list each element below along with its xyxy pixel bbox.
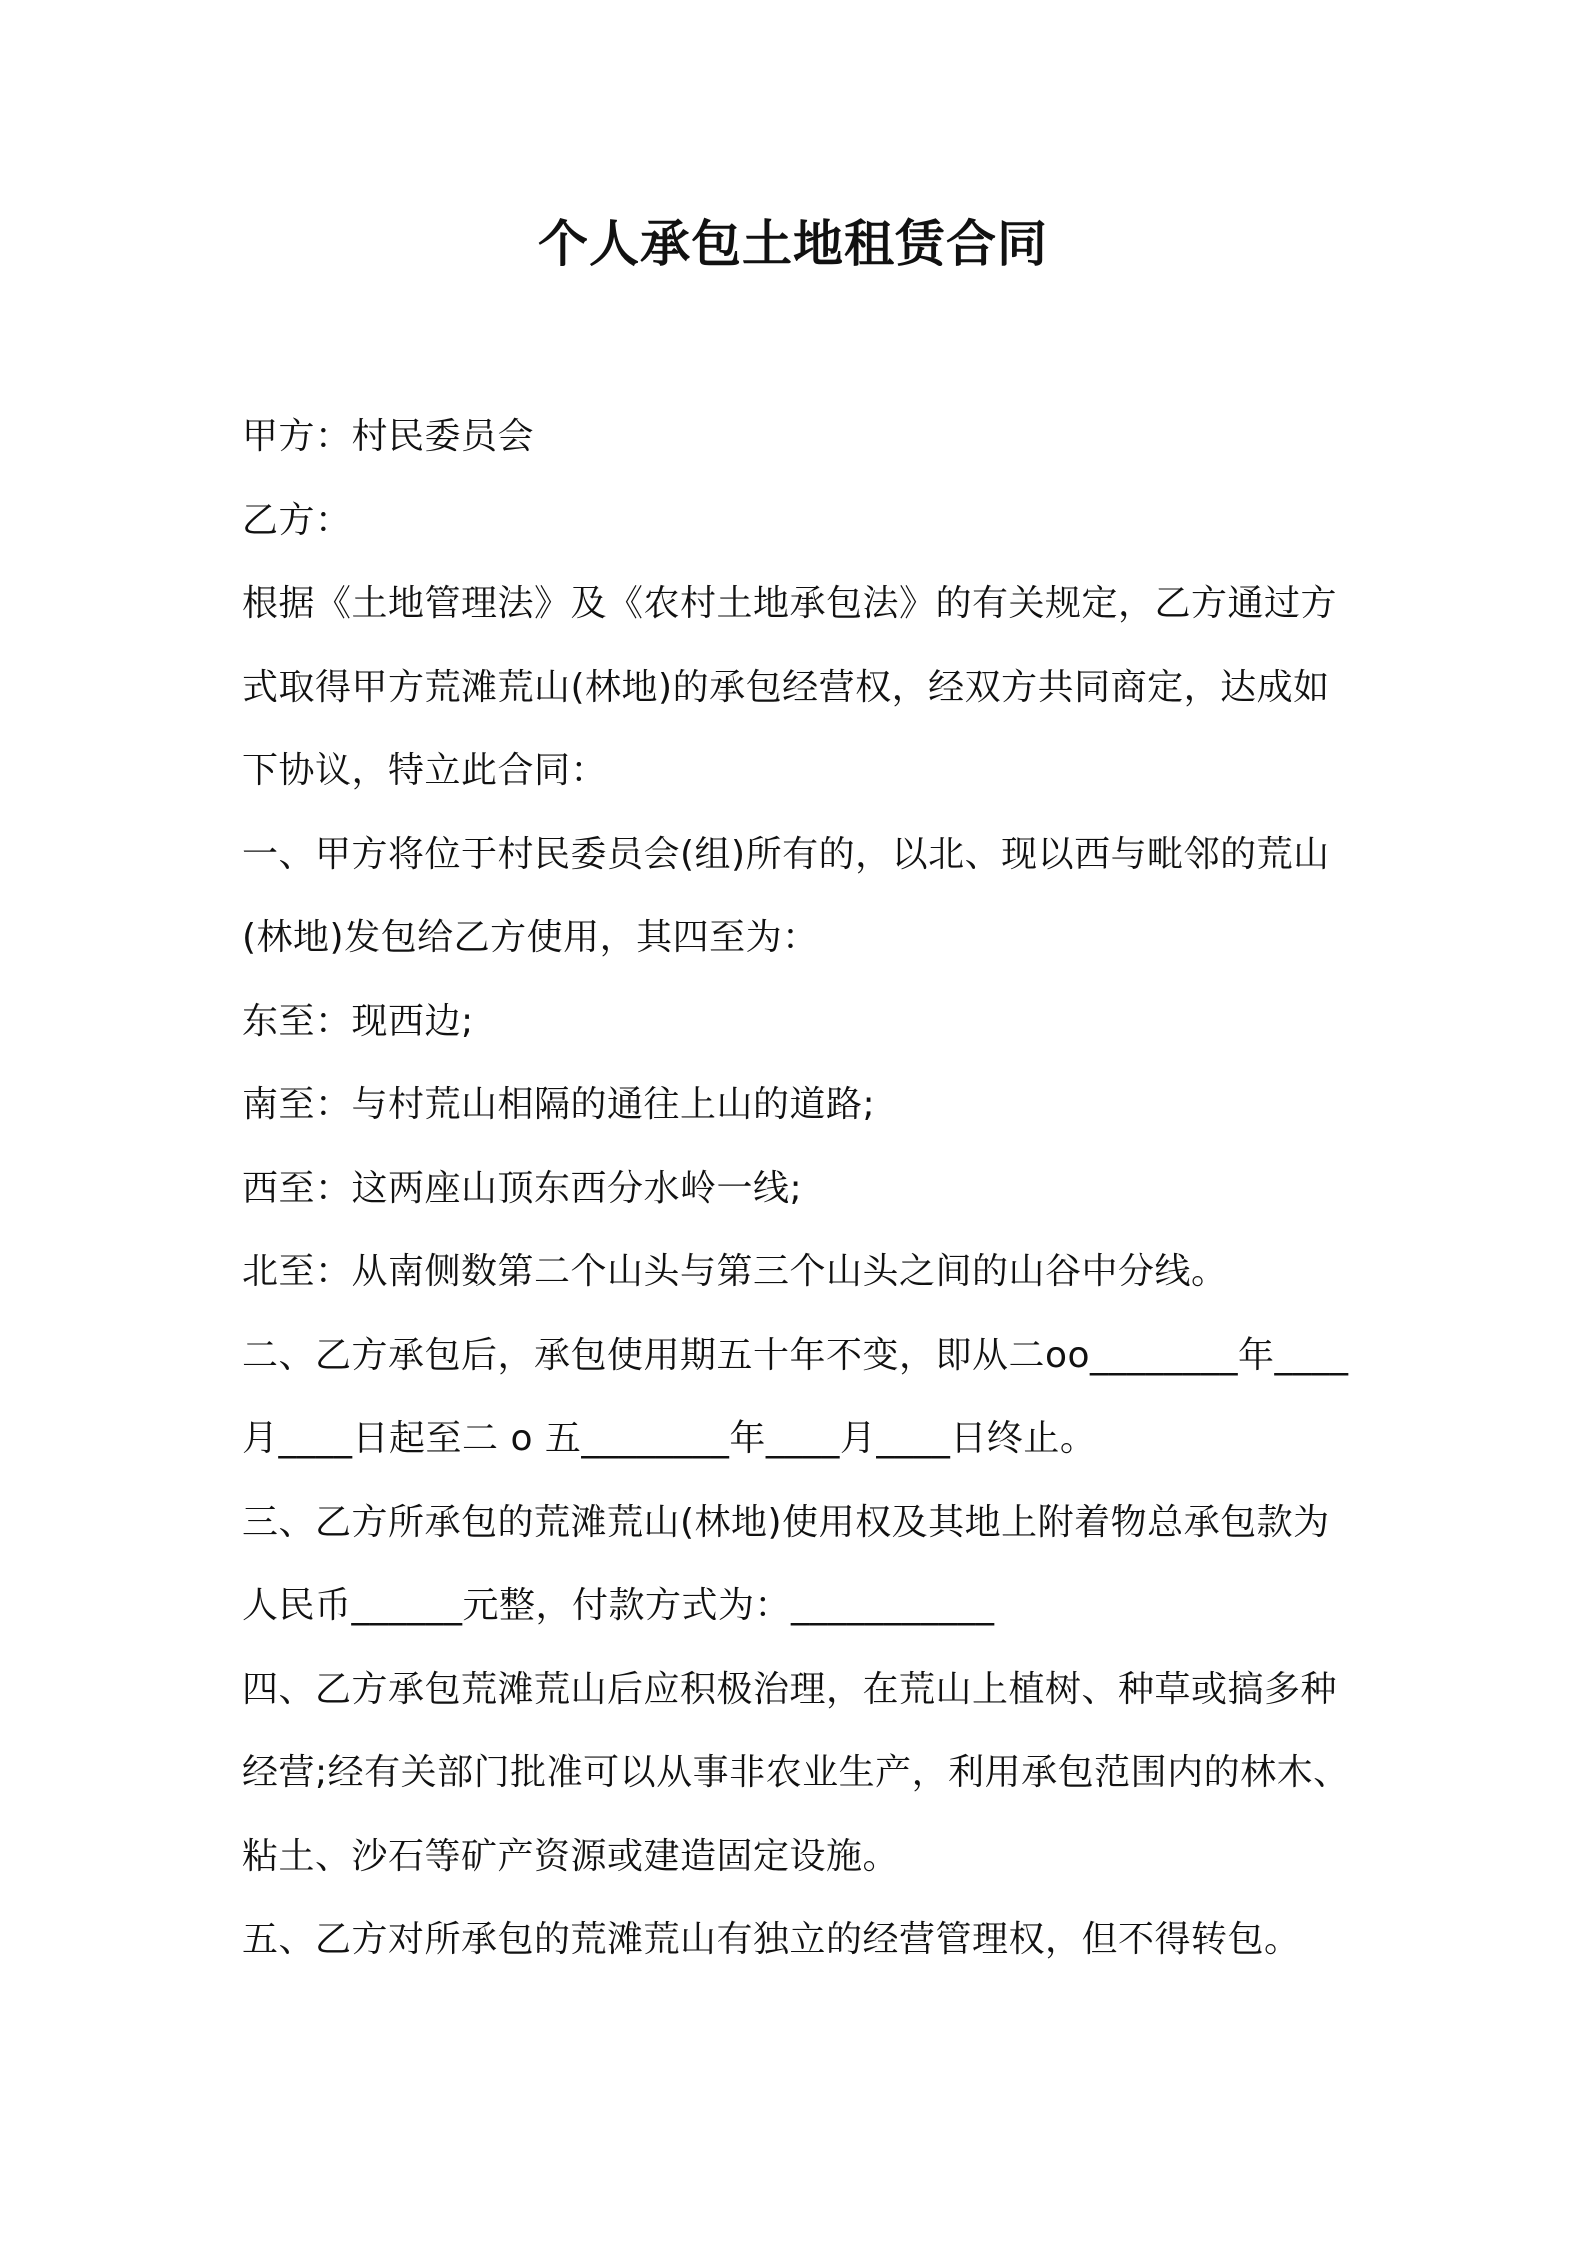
clause-1-line: 一、甲方将位于村民委员会(组)所有的，以北、现以西与毗邻的荒山 — [242, 833, 1330, 875]
boundary-east-line: 东至：现西边; — [242, 1000, 474, 1042]
clause-2-line: 二、乙方承包后，承包使用期五十年不变，即从二oo________年____ — [242, 1334, 1349, 1376]
clause-3-line: 三、乙方所承包的荒滩荒山(林地)使用权及其地上附着物总承包款为 — [242, 1501, 1330, 1543]
party-a-line: 甲方：村民委员会 — [242, 416, 535, 457]
boundary-west-line: 西至：这两座山顶东西分水岭一线; — [242, 1167, 803, 1209]
boundary-north-line: 北至：从南侧数第二个山头与第三个山头之间的山谷中分线。 — [242, 1251, 1228, 1292]
clause-4-line: 经营;经有关部门批准可以从事非农业生产，利用承包范围内的林木、 — [242, 1752, 1350, 1793]
paragraph-line: 式取得甲方荒滩荒山(林地)的承包经营权，经双方共同商定，达成如 — [242, 666, 1330, 708]
clause-5-line: 五、乙方对所承包的荒滩荒山有独立的经营管理权，但不得转包。 — [242, 1919, 1301, 1960]
clause-2-line: 月____日起至二 o 五________年____月____日终止。 — [242, 1418, 1097, 1459]
document-title: 个人承包土地租赁合同 — [538, 215, 1048, 273]
boundary-south-line: 南至：与村荒山相隔的通往上山的道路; — [242, 1084, 876, 1125]
document-body — [242, 402, 1362, 1989]
paragraph-line: 下协议，特立此合同： — [242, 750, 608, 791]
clause-4-line: 粘土、沙石等矿产资源或建造固定设施。 — [242, 1835, 900, 1877]
clause-1-line: (林地)发包给乙方使用，其四至为： — [242, 917, 819, 958]
clause-4-line: 四、乙方承包荒滩荒山后应积极治理，在荒山上植树、种草或搞多种 — [242, 1668, 1338, 1710]
clause-3-line: 人民币______元整，付款方式为：___________ — [242, 1585, 995, 1626]
paragraph-line: 根据《土地管理法》及《农村土地承包法》的有关规定，乙方通过方 — [242, 583, 1338, 624]
party-b-line: 乙方： — [242, 499, 352, 541]
